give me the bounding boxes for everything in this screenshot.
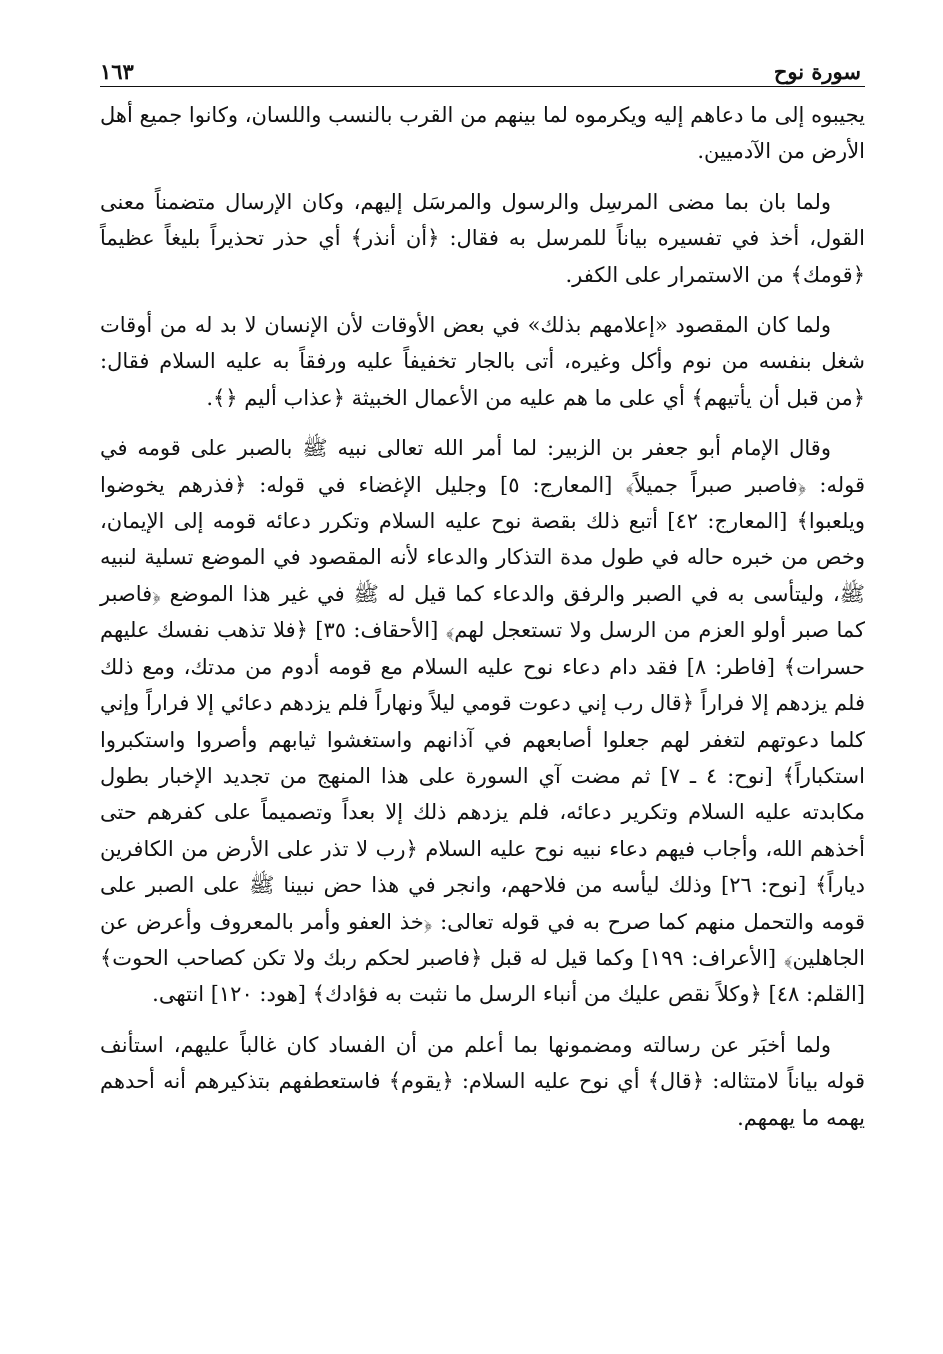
page-body	[100, 97, 865, 1136]
page-number: ١٦٣	[100, 59, 134, 84]
page-header	[100, 44, 865, 87]
surah-title: سورة نوح	[773, 59, 861, 84]
paragraph: ولما أخبَر عن رسالته ومضمونها بما أعلم من أن الفساد كان غالباً عليهم، استأنف قوله بياناً لامتثاله: ﴿قال﴾ أي نوح عليه السلام: ﴿يقوم﴾ فاستعطفهم بتذكيرهم أنه أحدهم يهمه ما يهمهم.	[100, 1032, 865, 1130]
paragraph: وقال الإمام أبو جعفر بن الزبير: لما أمر الله تعالى نبيه ﷺ بالصبر على قومه في قوله: ﴿فاصبر صبراً جميلاً﴾ [المعارج: ٥] وجليل الإغضاء في قوله: ﴿فذرهم يخوضوا ويلعبوا﴾ [المعارج: ٤٢] أتبع ذلك بقصة نوح عليه السلام وتكرر دعائه قومه إلى الإيمان، وخص من خبره حاله في طول مدة التذكار والدعاء لأنه المقصود في الموضع تسلية لنبيه ﷺ، وليتأسى به في الصبر والرفق والدعاء كما قيل له ﷺ في غير هذا الموضع ﴿فاصبر كما صبر أولو العزم من الرسل ولا تستعجل لهم﴾ [الأحقاف: ٣٥] ﴿فلا تذهب نفسك عليهم حسرات﴾ [فاطر: ٨] فقد دام دعاء نوح عليه السلام مع قومه أدوم من مدتك، ومع ذلك فلم يزدهم إلا فراراً ﴿قال رب إني دعوت قومي ليلاً ونهاراً فلم يزدهم دعائي إلا فراراً وإني كلما دعوتهم لتغفر لهم جعلوا أصابعهم في آذانهم واستغشوا ثيابهم وأصروا واستكبروا استكباراً﴾ [نوح: ٤ ـ ٧] ثم مضت آي السورة على هذا المنهج من تجديد الإخبار بطول مكابدته عليه السلام وتكرير دعائه، فلم يزدهم ذلك إلا بعداً وتصميماً على كفرهم حتى أخذهم الله، وأجاب فيهم دعاء نبيه نوح عليه السلام ﴿رب لا تذر على الأرض من الكافرين دياراً﴾ [نوح: ٢٦] وذلك ليأسه من فلاحهم، وانجر في هذا حض نبينا ﷺ على الصبر على قومه والتحمل منهم كما صرح به في قوله تعالى: ﴿خذ العفو وأمر بالمعروف وأعرض عن الجاهلين﴾ [الأعراف: ١٩٩] وكما قيل له قبل ﴿فاصبر لحكم ربك ولا تكن كصاحب الحوت﴾ [القلم: ٤٨] ﴿وكلاً نقص عليك من أنباء الرسل ما نثبت به فؤادك﴾ [هود: ١٢٠] انتهى.	[100, 436, 866, 1007]
paragraph: ولما بان بما مضى المرسِل والرسول والمرسَل إليهم، وكان الإرسال متضمناً معنى القول، أخذ في تفسيره بياناً للمرسل به فقال: ﴿أن أنذر﴾ أي حذر تحذيراً بليغاً عظيماً ﴿قومك﴾ من الاستمرار على الكفر.	[100, 189, 865, 287]
paragraph: ولما كان المقصود «إعلامهم بذلك» في بعض الأوقات لأن الإنسان لا بد له من أوقات شغل بنفسه من نوم وأكل وغيره، أتى بالجار تخفيفاً عليه ورفقاً به عليه السلام فقال: ﴿من قبل أن يأتيهم﴾ أي على ما هم عليه من الأعمال الخبيثة ﴿عذاب أليم ﴿﴾.	[100, 313, 865, 410]
paragraph: يجيبوه إلى ما دعاهم إليه ويكرموه لما بينهم من القرب بالنسب واللسان، وكانوا جميع أهل الأرض من الآدميين.	[100, 103, 865, 164]
